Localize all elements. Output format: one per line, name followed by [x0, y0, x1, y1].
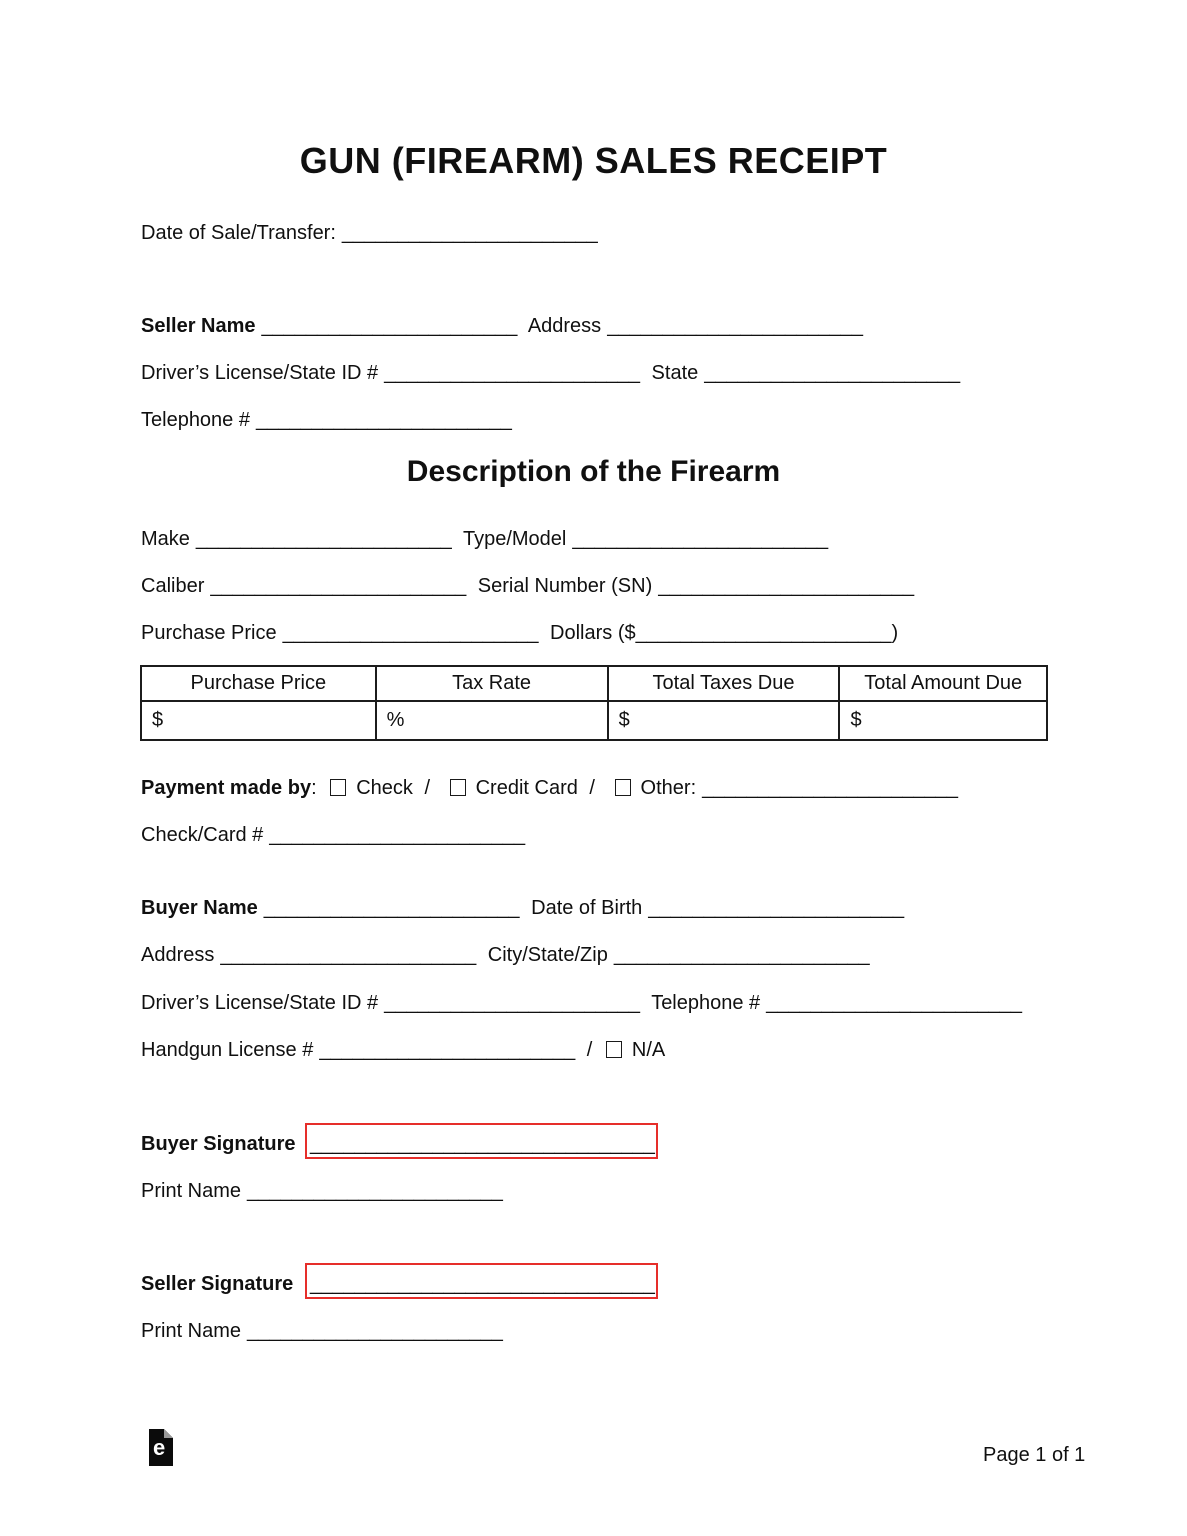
- serial-number-label: Serial Number (SN): [477, 575, 653, 597]
- purchase-price-label: Purchase Price: [141, 622, 277, 644]
- seller-address-label: Address: [527, 315, 602, 337]
- buyer-address-label: Address: [141, 944, 215, 966]
- handgun-license-line: [141, 1039, 665, 1062]
- payment-separator-1: /: [424, 777, 431, 799]
- fee-cell-total-taxes-due[interactable]: $: [608, 701, 840, 740]
- seller-signature-underline: _______________________________: [310, 1273, 655, 1295]
- buyer-signature-label: Buyer Signature: [141, 1133, 296, 1155]
- date-of-birth-blank: _______________________: [648, 897, 905, 919]
- payment-option-check: Check: [356, 777, 413, 799]
- buyer-address-blank: _______________________: [220, 944, 477, 966]
- date-of-sale-label: Date of Sale/Transfer:: [141, 222, 336, 244]
- city-state-zip-blank: _______________________: [613, 944, 870, 966]
- seller-name-blank: _______________________: [261, 315, 518, 337]
- fee-cell-tax-rate[interactable]: %: [376, 701, 608, 740]
- seller-print-name-line: [141, 1320, 503, 1343]
- seller-phone-line: [141, 409, 512, 432]
- buyer-phone-label: Telephone #: [651, 992, 761, 1014]
- check-checkbox[interactable]: [330, 779, 346, 796]
- payment-colon: :: [311, 777, 317, 799]
- fee-header-tax-rate: Tax Rate: [376, 666, 608, 701]
- na-checkbox[interactable]: [606, 1041, 622, 1058]
- seller-print-name-label: Print Name: [141, 1320, 242, 1342]
- seller-state-blank: _______________________: [704, 362, 961, 384]
- handgun-license-slash: /: [586, 1039, 593, 1061]
- dollars-label: Dollars ($: [550, 622, 636, 644]
- seller-name-label: Seller Name: [141, 315, 256, 337]
- payment-other-blank: _______________________: [702, 777, 958, 799]
- buyer-name-label: Buyer Name: [141, 897, 258, 919]
- seller-phone-blank: _______________________: [255, 409, 512, 431]
- make-line: [141, 528, 828, 551]
- buyer-license-label: Driver’s License/State ID #: [141, 992, 379, 1014]
- seller-license-blank: _______________________: [384, 362, 640, 384]
- buyer-signature-field[interactable]: [305, 1123, 658, 1159]
- buyer-name-line: [141, 897, 904, 920]
- buyer-signature-underline: _______________________________: [310, 1133, 655, 1155]
- section-heading: Description of the Firearm: [406, 455, 781, 488]
- make-blank: _______________________: [195, 528, 452, 550]
- na-label: N/A: [631, 1039, 666, 1061]
- svg-text:e: e: [153, 1435, 166, 1460]
- caliber-blank: _______________________: [210, 575, 467, 597]
- payment-option-credit-card: Credit Card: [475, 777, 578, 799]
- handgun-license-label: Handgun License #: [141, 1039, 314, 1061]
- check-card-label: Check/Card #: [141, 824, 264, 846]
- seller-phone-label: Telephone #: [141, 409, 250, 431]
- fee-table: [140, 665, 1048, 741]
- credit-card-checkbox[interactable]: [450, 779, 466, 796]
- seller-signature-label: Seller Signature: [141, 1273, 294, 1295]
- other-checkbox[interactable]: [615, 779, 631, 796]
- buyer-phone-blank: _______________________: [766, 992, 1023, 1014]
- fee-cell-purchase-price[interactable]: $: [141, 701, 376, 740]
- payment-separator-2: /: [589, 777, 595, 799]
- caliber-label: Caliber: [141, 575, 205, 597]
- seller-signature-line: [141, 1273, 655, 1296]
- check-card-blank: _______________________: [269, 824, 526, 846]
- buyer-print-name-line: [141, 1180, 503, 1203]
- date-of-sale-line: [141, 222, 598, 245]
- payment-made-by-label: Payment made by: [141, 777, 312, 799]
- buyer-name-blank: _______________________: [263, 897, 520, 919]
- seller-state-label: State: [651, 362, 699, 384]
- serial-number-blank: _______________________: [658, 575, 915, 597]
- seller-address-blank: _______________________: [607, 315, 864, 337]
- payment-made-by-line: [141, 777, 958, 800]
- city-state-zip-label: City/State/Zip: [487, 944, 608, 966]
- handgun-license-blank: _______________________: [319, 1039, 576, 1061]
- fee-table-header-row: [141, 666, 1047, 701]
- buyer-print-name-label: Print Name: [141, 1180, 242, 1202]
- buyer-signature-line: [141, 1133, 655, 1156]
- dollars-close-paren: ): [891, 622, 899, 644]
- fee-cell-total-amount-due[interactable]: $: [839, 701, 1047, 740]
- fee-header-total-amount-due: Total Amount Due: [839, 666, 1047, 701]
- fee-table-value-row: [141, 701, 1047, 740]
- buyer-print-name-blank: _______________________: [247, 1180, 503, 1202]
- date-of-birth-label: Date of Birth: [531, 897, 643, 919]
- dollars-blank: _______________________: [635, 622, 892, 644]
- check-card-line: [141, 824, 525, 847]
- date-of-sale-blank: _______________________: [341, 222, 598, 244]
- type-model-blank: _______________________: [572, 528, 829, 550]
- fee-header-purchase-price: Purchase Price: [141, 666, 376, 701]
- fee-header-total-taxes-due: Total Taxes Due: [608, 666, 840, 701]
- make-label: Make: [141, 528, 190, 550]
- seller-signature-field[interactable]: [305, 1263, 658, 1299]
- type-model-label: Type/Model: [462, 528, 567, 550]
- page-title: GUN (FIREARM) SALES RECEIPT: [299, 140, 888, 181]
- purchase-price-blank: _______________________: [282, 622, 539, 644]
- seller-license-label: Driver’s License/State ID #: [141, 362, 379, 384]
- caliber-line: [141, 575, 914, 598]
- buyer-address-line: [141, 944, 870, 967]
- buyer-license-line: [141, 992, 1022, 1015]
- eforms-logo-icon: [149, 1429, 173, 1466]
- seller-name-line: [141, 315, 863, 338]
- seller-print-name-blank: _______________________: [247, 1320, 503, 1342]
- purchase-price-line: [141, 622, 898, 645]
- page-number-label: Page 1 of 1: [983, 1444, 1086, 1466]
- buyer-license-blank: _______________________: [384, 992, 640, 1014]
- payment-option-other: Other:: [640, 777, 697, 799]
- seller-license-line: [141, 362, 960, 385]
